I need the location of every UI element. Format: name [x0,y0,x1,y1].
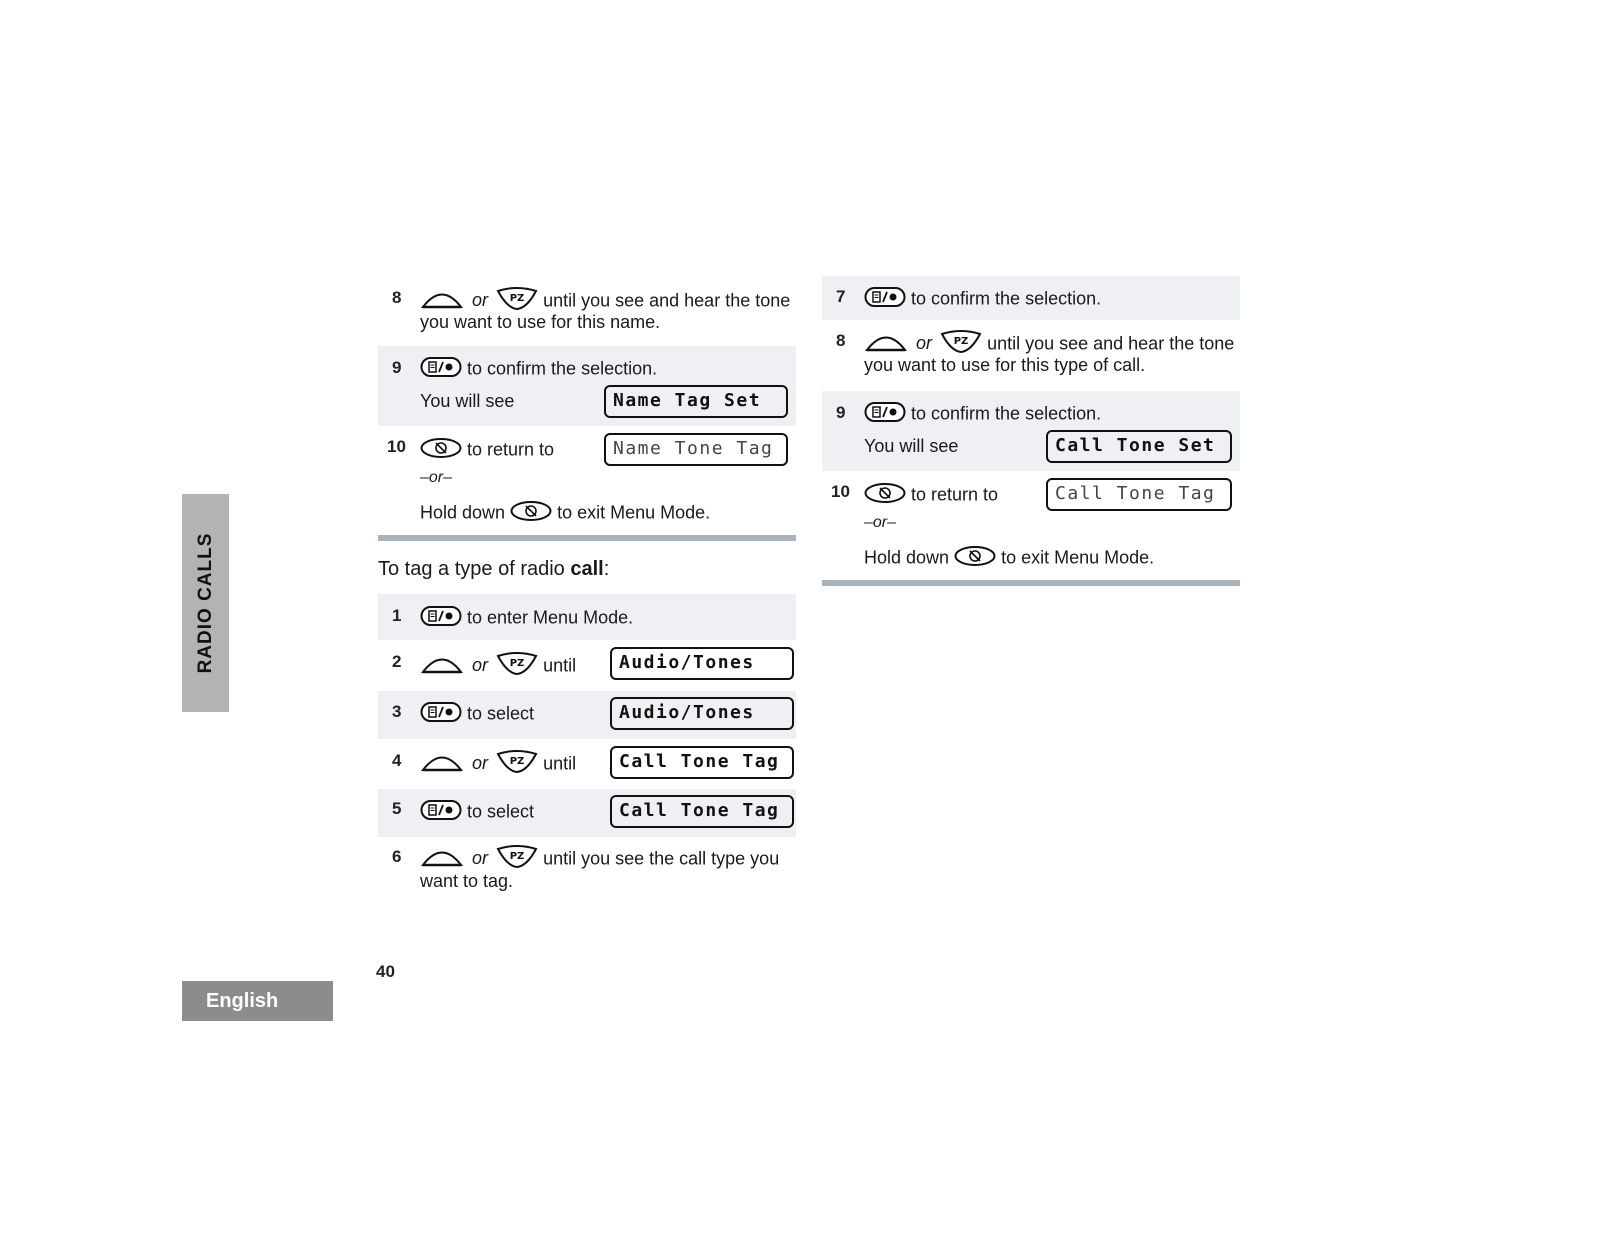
section-heading [378,558,609,581]
step-text: to select [467,703,535,724]
step-text-cont: want to tag. [420,871,514,891]
home-button-icon [510,500,552,527]
step-number: 3 [392,702,402,721]
svg-text:PZ: PZ [509,756,525,767]
scroll-up-icon [420,751,464,778]
step-text: to return to [911,484,999,505]
display-screen: Audio/Tones [610,697,794,730]
or-word: or [472,290,489,311]
left-tag-step-6 [378,840,796,900]
you-will-see-label: You will see [864,436,959,456]
scroll-up-icon [420,288,464,315]
or-separator: –or– [420,469,453,486]
step-number: 4 [392,751,402,770]
step-text: until you see and hear the tone [987,333,1235,354]
page-number: 40 [376,962,395,981]
scroll-up-icon [420,846,464,873]
menu-select-button-icon [864,401,906,428]
left-tag-step-2 [378,642,796,690]
left-tag-step-4 [378,740,796,788]
step-number: 10 [831,482,850,501]
display-screen: Name Tag Set [604,385,788,418]
section-divider [822,580,1240,586]
step-text: to exit Menu Mode. [557,502,711,523]
step-number: 8 [836,331,846,350]
step-text: to confirm the selection. [911,288,1102,309]
left-step-10 [378,428,796,528]
menu-select-button-icon [420,356,462,383]
menu-select-button-icon [420,701,462,728]
step-text: until [543,753,577,774]
step-text-cont: you want to use for this name. [420,312,661,332]
left-step-8 [378,284,796,344]
svg-text:PZ: PZ [509,658,525,669]
chapter-side-tab [182,494,229,712]
step-number: 1 [392,606,402,625]
step-text: until you see the call type you [543,848,780,869]
you-will-see-label: You will see [420,391,515,411]
language-tab: English [182,981,333,1021]
or-word: or [472,753,489,774]
or-word: or [472,655,489,676]
step-text: until you see and hear the tone [543,290,791,311]
svg-text:PZ: PZ [509,293,525,304]
home-button-icon [864,482,906,509]
step-text-cont: you want to use for this type of call. [864,355,1146,375]
pz-button-icon [496,750,538,779]
section-heading-text: To tag a type of radio [378,558,571,580]
section-heading-bold: call [570,558,604,580]
home-button-icon [954,545,996,572]
step-number: 5 [392,799,402,818]
step-number: 10 [387,437,406,456]
step-number: 2 [392,652,402,671]
step-text: until [543,655,577,676]
svg-text:PZ: PZ [509,851,525,862]
right-step-8 [822,322,1240,388]
display-screen: Name Tone Tag [604,433,788,466]
left-tag-step-3 [378,691,796,739]
scroll-up-icon [420,653,464,680]
left-step-9 [378,346,796,426]
svg-text:PZ: PZ [953,336,969,347]
display-screen: Call Tone Tag [1046,478,1232,511]
menu-select-button-icon [864,286,906,313]
menu-select-button-icon [420,605,462,632]
hold-label: Hold down [864,547,950,568]
right-step-7 [822,276,1240,320]
or-word: or [472,848,489,869]
left-tag-step-5 [378,789,796,837]
display-screen: Call Tone Tag [610,795,794,828]
step-text: to select [467,801,535,822]
scroll-up-icon [864,331,908,358]
step-number: 6 [392,847,402,866]
or-separator: –or– [864,514,897,531]
step-text: to return to [467,439,555,460]
step-number: 9 [392,358,402,377]
hold-label: Hold down [420,502,506,523]
display-screen: Call Tone Tag [610,746,794,779]
display-screen: Call Tone Set [1046,430,1232,463]
step-text: to confirm the selection. [467,358,658,379]
display-screen: Audio/Tones [610,647,794,680]
right-step-9 [822,391,1240,471]
section-heading-colon: : [603,558,610,580]
or-word: or [916,333,933,354]
pz-button-icon [496,845,538,874]
step-number: 7 [836,287,846,306]
right-step-10 [822,473,1240,573]
menu-select-button-icon [420,799,462,826]
chapter-title: RADIO CALLS [194,532,216,674]
left-tag-step-1 [378,594,796,640]
home-button-icon [420,437,462,464]
pz-button-icon [496,652,538,681]
step-number: 9 [836,403,846,422]
step-text: to enter Menu Mode. [467,607,634,628]
step-text: to confirm the selection. [911,403,1102,424]
step-text: to exit Menu Mode. [1001,547,1155,568]
section-divider [378,535,796,541]
step-number: 8 [392,288,402,307]
